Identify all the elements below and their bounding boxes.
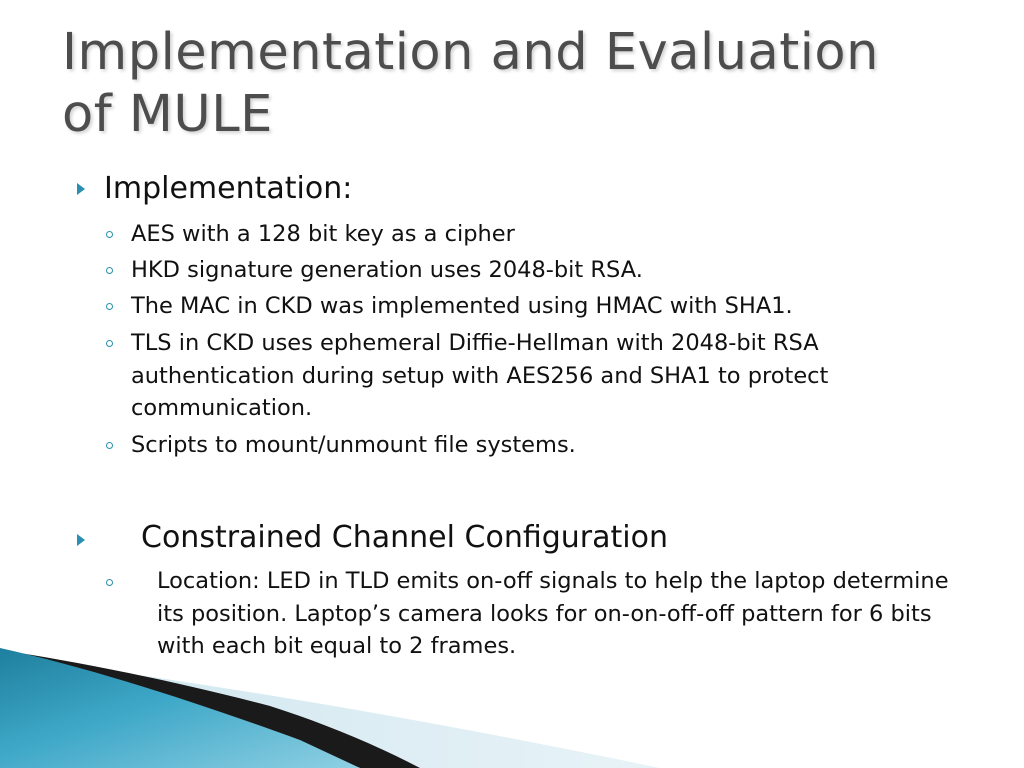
- bullet-item: Scripts to mount/unmount file systems.: [131, 432, 576, 458]
- slide-title-line-1: Implementation and Evaluation: [62, 23, 879, 82]
- slide-title-line-2: of MULE: [62, 85, 273, 144]
- bullet-item: TLS in CKD uses ephemeral Diffie-Hellman with 2048-bit RSA authentication during setup with AES256 and SHA1 to protect communication.: [131, 330, 829, 421]
- section-heading-constrained-channel: Constrained Channel Configuration: [141, 520, 668, 555]
- bullet-item: AES with a 128 bit key as a cipher: [131, 221, 515, 247]
- section-heading-implementation: Implementation:: [104, 171, 353, 206]
- bullet-item: HKD signature generation uses 2048-bit RSA.: [131, 257, 643, 283]
- bullet-item: The MAC in CKD was implemented using HMAC with SHA1.: [131, 293, 793, 319]
- bullet-item: Location: LED in TLD emits on-off signals to help the laptop determine its position. Laptop’s camera looks for on-on-off-off pattern for 6 bits with each bit equal to 2 frames.: [157, 568, 949, 659]
